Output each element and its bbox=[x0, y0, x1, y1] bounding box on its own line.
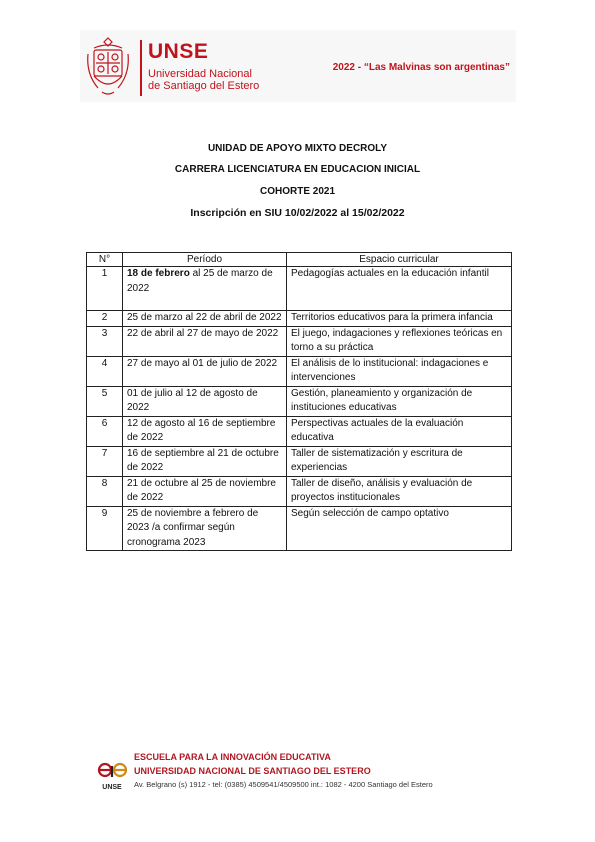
university-acronym: UNSE bbox=[148, 40, 209, 63]
row-period bbox=[123, 267, 287, 311]
row-curricular-space: Gestión, planeamiento y organización de instituciones educativas bbox=[287, 386, 512, 416]
row-period: 12 de agosto al 16 de septiembre de 2022 bbox=[123, 416, 287, 446]
header-curricular-space: Espacio curricular bbox=[287, 253, 512, 267]
university-crest-icon bbox=[84, 34, 132, 98]
title-unit: UNIDAD DE APOYO MIXTO DECROLY bbox=[207, 143, 388, 154]
period-rest: al 25 de marzo de 2022 bbox=[127, 268, 273, 294]
table-row bbox=[87, 506, 512, 551]
footer-university-name: UNIVERSIDAD NACIONAL DE SANTIAGO DEL ESTERO bbox=[134, 766, 371, 776]
eie-logo-text: UNSE bbox=[102, 784, 122, 791]
row-curricular-space: El análisis de lo institucional: indagaciones e intervenciones bbox=[287, 356, 512, 386]
row-curricular-space: Según selección de campo optativo bbox=[287, 506, 512, 551]
row-number: 6 bbox=[87, 416, 123, 446]
table-row bbox=[87, 267, 512, 311]
row-number: 3 bbox=[87, 326, 123, 356]
row-number: 2 bbox=[87, 311, 123, 327]
table-row bbox=[87, 386, 512, 416]
row-curricular-space: Pedagogías actuales en la educación infantil bbox=[287, 267, 512, 311]
letterhead bbox=[80, 30, 516, 102]
row-curricular-space: Taller de sistematización y escritura de experiencias bbox=[287, 446, 512, 476]
row-number: 9 bbox=[87, 506, 123, 551]
row-period: 25 de marzo al 22 de abril de 2022 bbox=[123, 311, 287, 327]
row-period: 16 de septiembre al 21 de octubre de 2022 bbox=[123, 446, 287, 476]
row-number: 4 bbox=[87, 356, 123, 386]
table-row bbox=[87, 356, 512, 386]
footer-school-name: ESCUELA PARA LA INNOVACIÓN EDUCATIVA bbox=[134, 752, 331, 762]
row-number: 7 bbox=[87, 446, 123, 476]
eie-logo-icon bbox=[96, 756, 128, 794]
table-header-row bbox=[87, 253, 512, 267]
footer bbox=[96, 748, 466, 798]
university-name-line-1: Universidad Nacional bbox=[148, 68, 252, 80]
title-career: CARRERA LICENCIATURA EN EDUCACION INICIAL bbox=[174, 164, 421, 176]
row-period: 25 de noviembre a febrero de 2023 /a confirmar según cronograma 2023 bbox=[123, 506, 287, 551]
header-divider bbox=[140, 40, 142, 96]
row-number: 8 bbox=[87, 476, 123, 506]
row-number: 1 bbox=[87, 267, 123, 311]
title-enrollment: Inscripción en SIU 10/02/2022 al 15/02/2022 bbox=[190, 207, 405, 220]
row-number: 5 bbox=[87, 386, 123, 416]
header-number: N° bbox=[87, 253, 123, 267]
footer-address: Av. Belgrano (s) 1912 - tel: (0385) 4509541/4509500 int.: 1082 - 4200 Santiago del Estero bbox=[134, 780, 433, 789]
document-titles bbox=[0, 143, 595, 230]
university-name bbox=[148, 68, 259, 92]
university-name-line-2: de Santiago del Estero bbox=[148, 80, 260, 92]
year-motto: 2022 - “Las Malvinas son argentinas” bbox=[332, 62, 510, 73]
table-row bbox=[87, 446, 512, 476]
header-period: Período bbox=[123, 253, 287, 267]
period-start-highlight: 18 de febrero bbox=[127, 268, 190, 279]
row-period: 01 de julio al 12 de agosto de 2022 bbox=[123, 386, 287, 416]
row-curricular-space: El juego, indagaciones y reflexiones teóricas en torno a su práctica bbox=[287, 326, 512, 356]
table-row bbox=[87, 326, 512, 356]
table-row bbox=[87, 311, 512, 327]
row-curricular-space: Perspectivas actuales de la evaluación educativa bbox=[287, 416, 512, 446]
row-period: 21 de octubre al 25 de noviembre de 2022 bbox=[123, 476, 287, 506]
row-period: 22 de abril al 27 de mayo de 2022 bbox=[123, 326, 287, 356]
table-row bbox=[87, 476, 512, 506]
table-row bbox=[87, 416, 512, 446]
title-cohort: COHORTE 2021 bbox=[259, 185, 336, 197]
row-curricular-space: Taller de diseño, análisis y evaluación de proyectos institucionales bbox=[287, 476, 512, 506]
schedule-table bbox=[86, 252, 512, 551]
row-period: 27 de mayo al 01 de julio de 2022 bbox=[123, 356, 287, 386]
row-curricular-space: Territorios educativos para la primera infancia bbox=[287, 311, 512, 327]
